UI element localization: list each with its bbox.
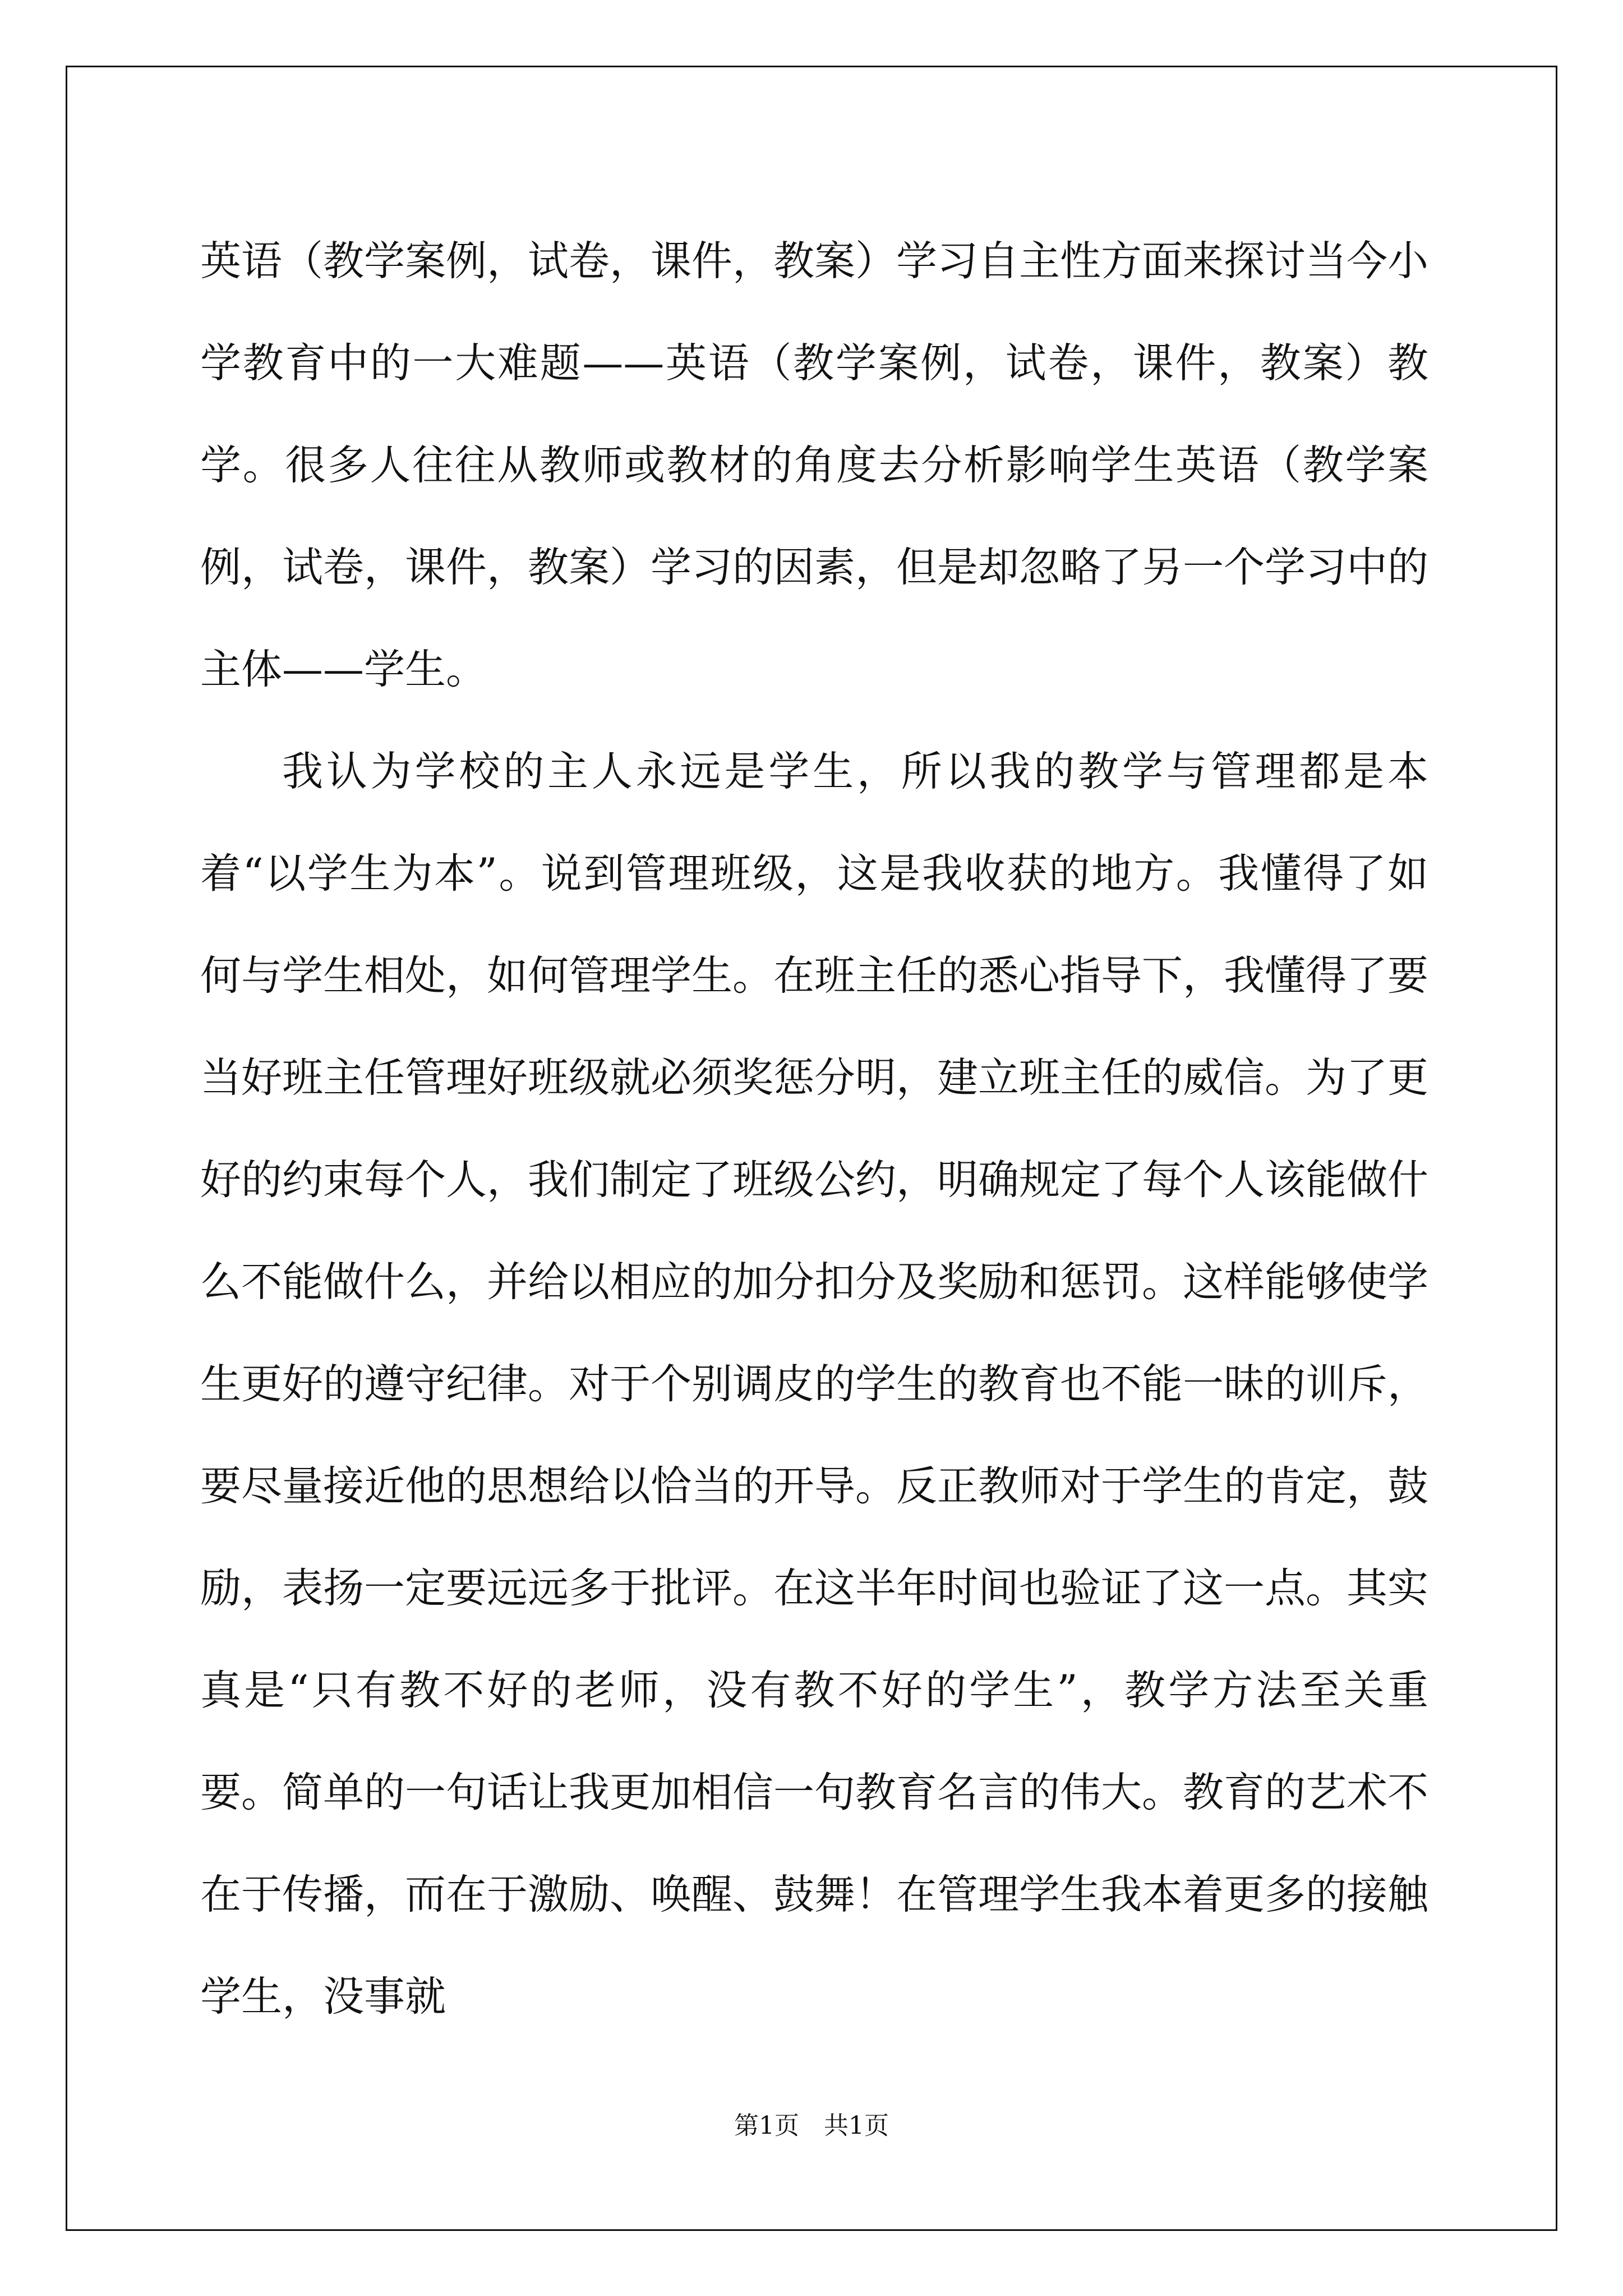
- page-footer: [0, 2109, 1623, 2143]
- paragraph-classroom-management: 我认为学校的主人永远是学生，所以我的教学与管理都是本着“以学生为本”。说到管理班级，这是我收获的地方。我懂得了如何与学生相处，如何管理学生。在班主任的悉心指导下，我懂得了要当好班主任管理好班级就必须奖惩分明，建立班主任的威信。为了更好的约束每个人，我们制定了班级公约，明确规定了每个人该能做什么不能做什么，并给以相应的加分扣分及奖励和惩罚。这样能够使学生更好的遵守纪律。对于个别调皮的学生的教育也不能一昧的训斥，要尽量接近他的思想给以恰当的开导。反正教师对于学生的肯定，鼓励，表扬一定要远远多于批评。在这半年时间也验证了这一点。其实真是“只有教不好的老师，没有教不好的学生”，教学方法至关重要。简单的一句话让我更加相信一句教育名言的伟大。教育的艺术不在于传播，而在于激励、唤醒、鼓舞！在管理学生我本着更多的接触学生，没事就: [200, 748, 1428, 2021]
- document-body: [200, 210, 1428, 2048]
- page-total: 共1页: [824, 2111, 889, 2140]
- paragraph-continued: 英语（教学案例，试卷，课件，教案）学习自主性方面来探讨当今小学教育中的一大难题——英语（教学案例，试卷，课件，教案）教学。很多人往往从教师或教材的角度去分析影响学生英语（教学案例，试卷，课件，教案）学习的因素，但是却忽略了另一个学习中的主体——学生。: [200, 237, 1428, 693]
- page-number: 第1页: [734, 2111, 799, 2140]
